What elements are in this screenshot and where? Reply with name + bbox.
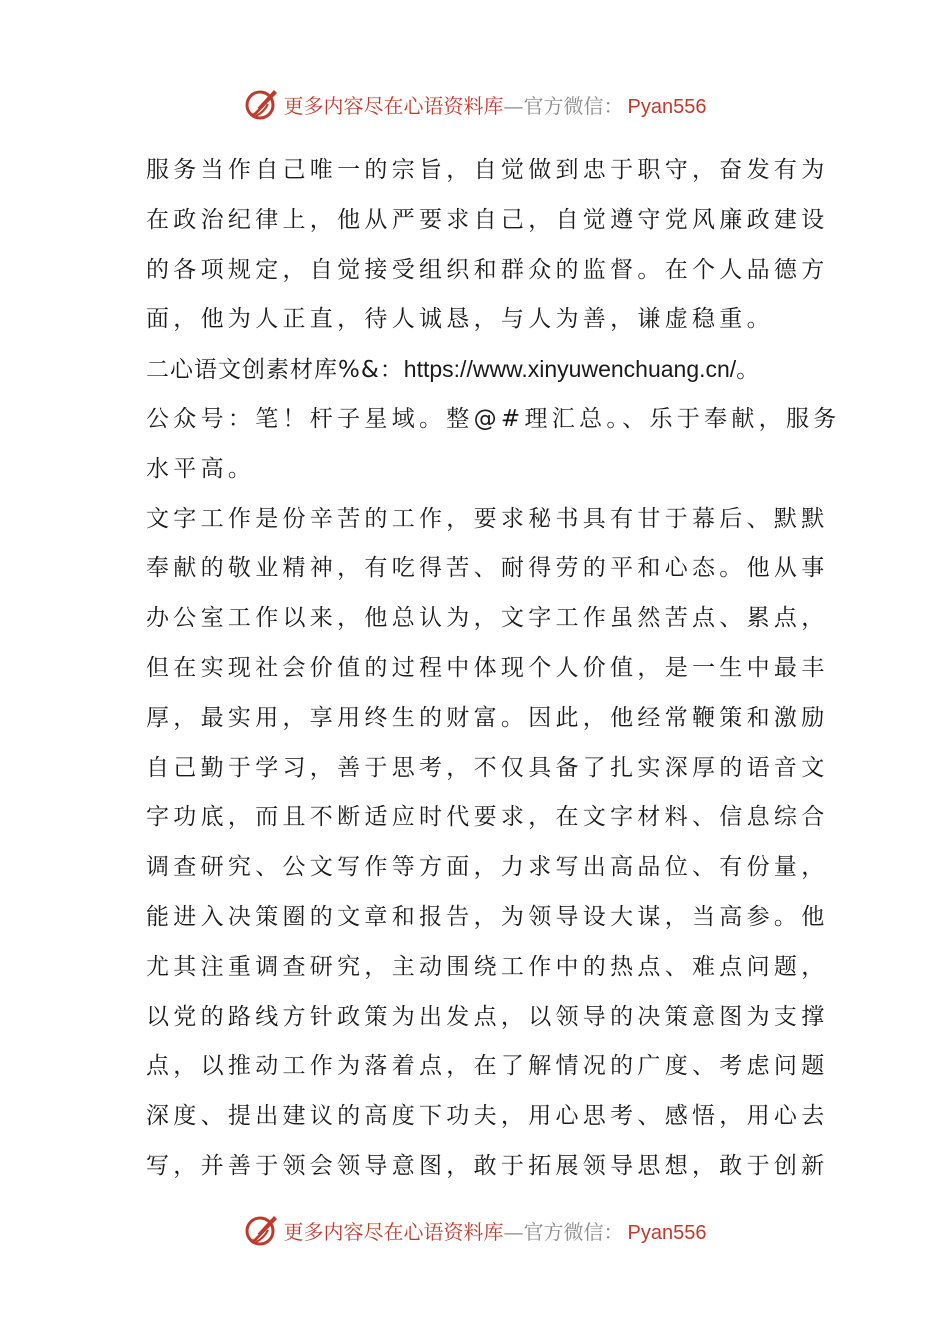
body-line: 能进入决策圈的文章和报告，为领导设大谋，当高参。他 xyxy=(146,903,829,930)
body-line: 厚，最实用，享用终生的财富。因此，他经常鞭策和激励 xyxy=(146,704,829,731)
body-line: 奉献的敬业精神，有吃得苦、耐得劳的平和心态。他从事 xyxy=(146,555,829,582)
body-line: 调查研究、公文写作等方面，力求写出高品位、有份量， xyxy=(146,854,829,881)
banner-separator: — xyxy=(503,1219,524,1244)
body-line: 公众号：笔！杆子星域。整@#理汇总。、乐于奉献，服务 xyxy=(146,405,841,432)
body-line: 尤其注重调查研究，主动围绕工作中的热点、难点问题， xyxy=(146,953,829,980)
body-line: 点，以推动工作为落着点，在了解情况的广度、考虑问题 xyxy=(146,1053,829,1080)
banner-wechat-id: Pyan556 xyxy=(627,1221,707,1244)
quill-logo-icon xyxy=(244,1212,280,1248)
banner-label: 官方微信： xyxy=(523,1219,624,1244)
body-line: 文字工作是份辛苦的工作，要求秘书具有甘于幕后、默默 xyxy=(146,505,829,532)
body-line: 服务当作自己唯一的宗旨，自觉做到忠于职守，奋发有为 xyxy=(146,157,829,183)
banner-main-text: 更多内容尽在心语资料库 xyxy=(283,93,504,118)
body-line: 写，并善于领会领导意图，敢于拓展领导思想，敢于创新 xyxy=(146,1152,829,1179)
document-body xyxy=(146,146,841,1192)
body-line: 在政治纪律上，他从严要求自己，自觉遵守党风廉政建设 xyxy=(146,206,829,233)
body-line-with-url xyxy=(146,345,806,395)
banner-main-text: 更多内容尽在心语资料库 xyxy=(283,1219,504,1244)
body-line: 办公室工作以来，他总认为，文字工作虽然苦点、累点， xyxy=(146,605,829,632)
body-line: 的各项规定，自觉接受组织和群众的监督。在个人品德方 xyxy=(146,256,829,283)
site-url-link[interactable]: https://www.xinyuwenchuang.cn/ xyxy=(403,356,737,383)
body-line: 以党的路线方针政策为出发点，以领导的决策意图为支撑 xyxy=(146,1003,829,1030)
quill-logo-icon xyxy=(244,86,280,122)
body-line: 自己勤于学习，善于思考，不仅具备了扎实深厚的语音文 xyxy=(146,754,829,781)
body-line: 深度、提出建议的高度下功夫，用心思考、感悟，用心去 xyxy=(146,1103,829,1130)
body-line: 水平高。 xyxy=(146,455,256,482)
body-line: 字功底，而且不断适应时代要求，在文字材料、信息综合 xyxy=(146,804,829,831)
url-line-suffix: 。 xyxy=(736,357,761,384)
banner-label: 官方微信： xyxy=(523,93,624,118)
body-line: 面，他为人正直，待人诚恳，与人为善，谦虚稳重。 xyxy=(146,306,774,333)
footer-banner xyxy=(0,1208,950,1252)
body-line: 但在实现社会价值的过程中体现个人价值，是一生中最丰 xyxy=(146,654,829,681)
header-banner xyxy=(0,82,950,126)
banner-wechat-id: Pyan556 xyxy=(627,95,707,118)
url-line-prefix: 二心语文创素材库%&： xyxy=(146,357,404,384)
banner-separator: — xyxy=(503,93,524,118)
